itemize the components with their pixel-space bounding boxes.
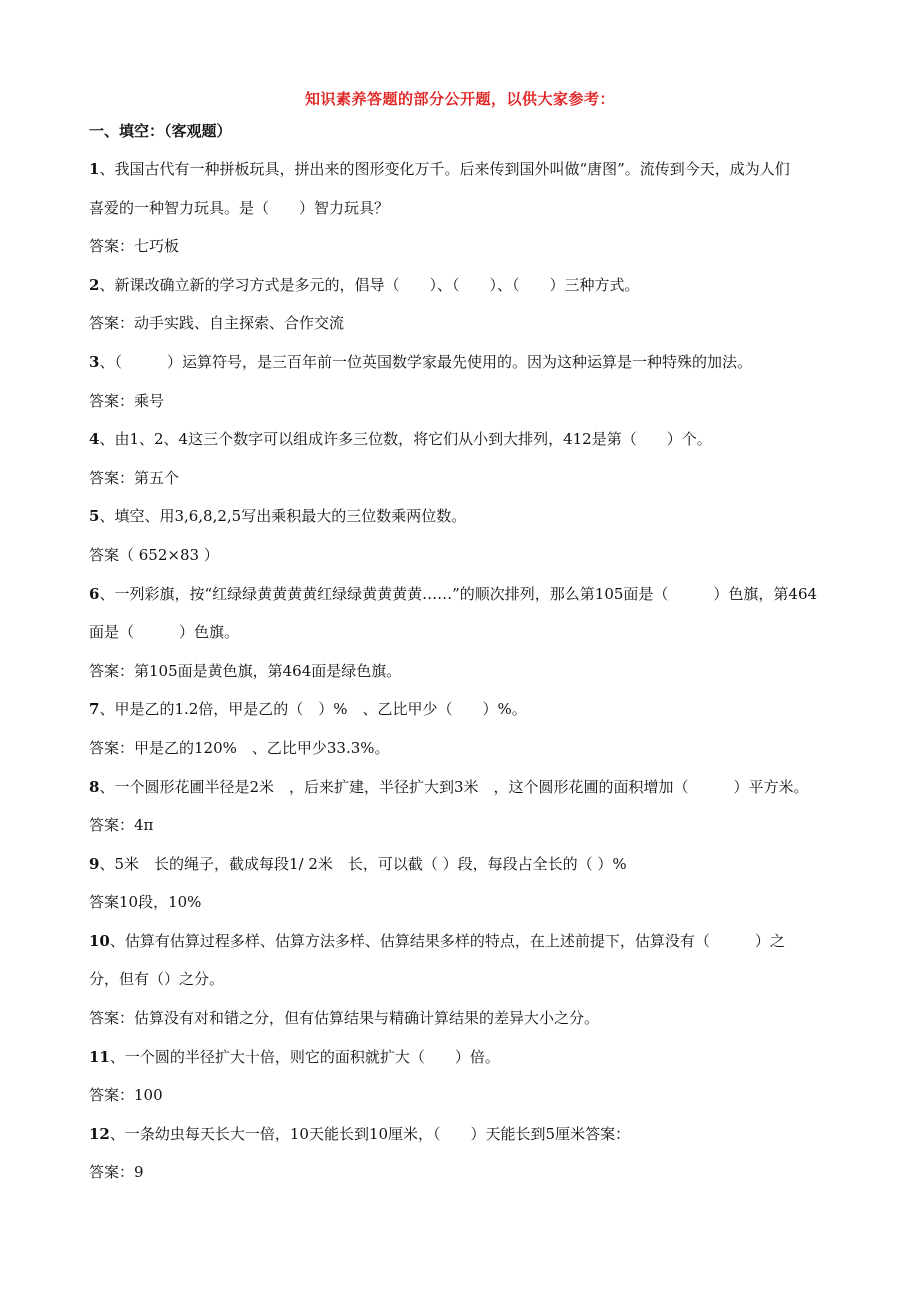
question-number: 7 bbox=[89, 700, 100, 719]
question-list bbox=[89, 156, 839, 1198]
question-number: 5 bbox=[89, 507, 100, 526]
question-number: 8 bbox=[89, 777, 100, 796]
question-text: 、我国古代有一种拼板玩具，拼出来的图形变化万千。后来传到国外叫做“唐图”。流传到今天，成为人们 bbox=[99, 160, 790, 178]
answer-line: 答案：乘号 bbox=[89, 391, 165, 410]
question-line bbox=[89, 426, 839, 465]
answer-line: 答案：第五个 bbox=[89, 468, 180, 487]
question-line bbox=[89, 156, 839, 195]
question-text: 、填空、用3,6,8,2,5写出乘积最大的三位数乘两位数。 bbox=[99, 507, 467, 526]
answer-line: 答案：9 bbox=[89, 1163, 144, 1182]
answer-line: 答案：4π bbox=[89, 816, 154, 835]
answer-line: 答案：甲是乙的120% 、乙比甲少33.3%。 bbox=[89, 738, 390, 757]
section-heading: 一、填空：（客观题） bbox=[89, 122, 232, 140]
question-text: 、一列彩旗，按“红绿绿黄黄黄黄红绿绿黄黄黄黄……”的顺次排列，那么第105面是（ ）色旗，第464 bbox=[99, 584, 818, 603]
question-text: 、（ ）运算符号，是三百年前一位英国数学家最先使用的。因为这种运算是一种特殊的加法。 bbox=[99, 352, 752, 371]
question-line bbox=[89, 272, 839, 311]
question-line bbox=[89, 696, 839, 735]
question-number: 3 bbox=[89, 352, 100, 371]
question-number: 12 bbox=[89, 1124, 110, 1143]
question-text: 、一个圆形花圃半径是2米 ，后来扩建，半径扩大到3米 ，这个圆形花圃的面积增加（ ）平方米。 bbox=[99, 777, 809, 796]
question-text: 、一条幼虫每天长大一倍，10天能长到10厘米，（ ）天能长到5厘米答案： bbox=[109, 1124, 631, 1143]
answer-line: 答案：100 bbox=[89, 1086, 163, 1105]
answer-line: 答案10段，10% bbox=[89, 893, 202, 912]
question-text: 、估算有估算过程多样、估算方法多样、估算结果多样的特点，在上述前提下，估算没有（ ）之 bbox=[109, 931, 785, 950]
answer-line: 答案：七巧板 bbox=[89, 237, 180, 256]
answer-line: 答案：估算没有对和错之分，但有估算结果与精确计算结果的差异大小之分。 bbox=[89, 1009, 600, 1028]
question-line bbox=[89, 1121, 839, 1160]
question-line bbox=[89, 851, 839, 890]
question-number: 9 bbox=[89, 854, 100, 873]
question-number: 10 bbox=[89, 931, 110, 950]
question-text: 、甲是乙的1.2倍，甲是乙的（ ）% 、乙比甲少（ ）%。 bbox=[99, 700, 527, 719]
question-line bbox=[89, 928, 839, 967]
answer-line: 答案（ 652×83 ） bbox=[89, 545, 219, 564]
question-line bbox=[89, 581, 839, 620]
page-title: 知识素养答题的部分公开题，以供大家参考： bbox=[304, 90, 615, 108]
question-line bbox=[89, 1044, 839, 1083]
question-text: 、5米 长的绳子，截成每段1/ 2米 长，可以截（ ）段，每段占全长的（ ）% bbox=[99, 854, 627, 873]
answer-line: 答案：第105面是黄色旗，第464面是绿色旗。 bbox=[89, 661, 402, 680]
question-text: 、由1、2、4这三个数字可以组成许多三位数，将它们从小到大排列，412是第（ ）个。 bbox=[99, 430, 712, 449]
question-number: 4 bbox=[89, 430, 100, 449]
question-text: 、新课改确立新的学习方式是多元的，倡导（ ）、（ ）、（ ）三种方式。 bbox=[99, 275, 640, 294]
question-text: 、一个圆的半径扩大十倍，则它的面积就扩大（ ）倍。 bbox=[109, 1047, 500, 1066]
question-continuation: 分，但有（）之分。 bbox=[89, 970, 225, 989]
question-number: 6 bbox=[89, 584, 100, 603]
question-number: 1 bbox=[89, 160, 100, 178]
answer-line: 答案：动手实践、自主探索、合作交流 bbox=[89, 314, 345, 333]
question-continuation: 面是（ ）色旗。 bbox=[89, 623, 240, 642]
question-line bbox=[89, 503, 839, 542]
question-number: 2 bbox=[89, 275, 100, 294]
question-number: 11 bbox=[89, 1047, 110, 1066]
question-continuation: 喜爱的一种智力玩具。是（ ）智力玩具？ bbox=[89, 198, 390, 217]
question-line bbox=[89, 774, 839, 813]
question-line bbox=[89, 349, 839, 388]
